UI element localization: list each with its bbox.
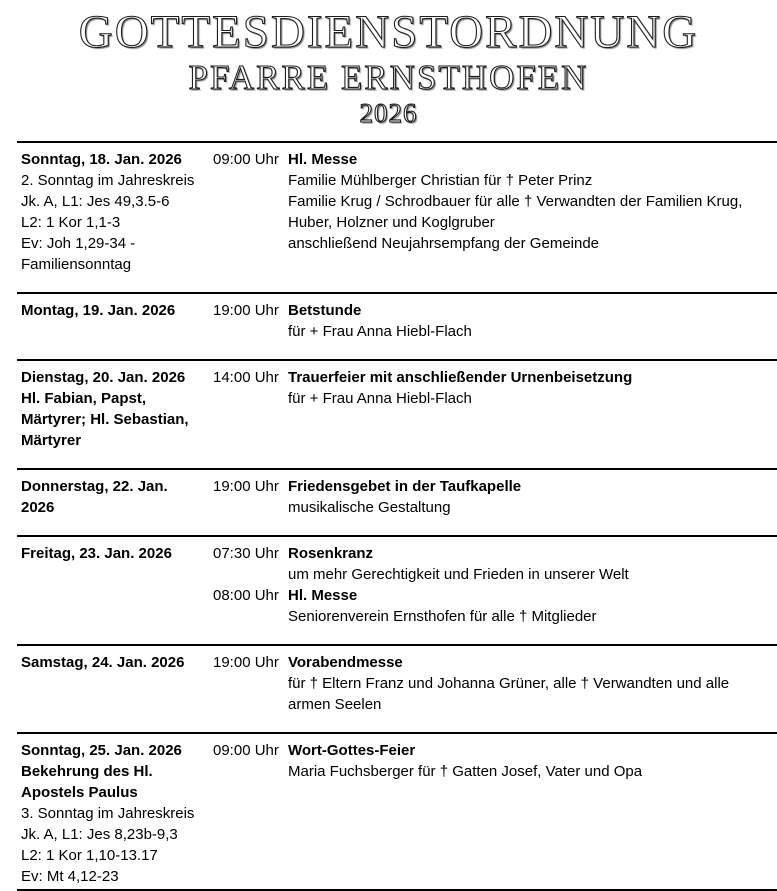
- schedule-entry: [213, 300, 777, 342]
- schedule-row: [17, 468, 777, 535]
- entry-content: [288, 367, 777, 409]
- entry-content: [288, 652, 777, 715]
- date-line: L2: 1 Kor 1,1-3: [21, 214, 121, 232]
- entry-time: 09:00 Uhr: [213, 742, 279, 760]
- entry-title: Vorabendmesse: [288, 654, 403, 672]
- entry-time: 07:30 Uhr: [213, 545, 279, 563]
- entry-detail: für + Frau Anna Hiebl-Flach: [288, 390, 472, 408]
- entry-detail: Familie Krug / Schrodbauer für alle † Verwandten der Familien Krug, Huber, Holzner und Koglgruber: [288, 193, 743, 232]
- schedule-entry: [213, 740, 777, 782]
- schedule-row: [17, 732, 777, 889]
- schedule-table: [17, 141, 777, 891]
- page-year: 2026: [359, 98, 418, 129]
- date-line: Bekehrung des Hl. Apostels Paulus: [21, 763, 153, 802]
- entries-cell: [213, 300, 777, 342]
- date-line: L2: 1 Kor 1,10-13.17: [21, 847, 158, 865]
- entries-cell: [213, 149, 777, 275]
- date-cell: [17, 652, 213, 715]
- date-line: Montag, 19. Jan. 2026: [21, 302, 176, 320]
- entries-cell: [213, 367, 777, 451]
- entry-detail: für † Eltern Franz und Johanna Grüner, alle † Verwandten und alle armen Seelen: [288, 675, 730, 714]
- entry-time: 19:00 Uhr: [213, 478, 279, 496]
- entry-detail: für + Frau Anna Hiebl-Flach: [288, 323, 472, 341]
- entry-detail: anschließend Neujahrsempfang der Gemeinde: [288, 235, 600, 253]
- date-line: Samstag, 24. Jan. 2026: [21, 654, 185, 672]
- entry-time: 14:00 Uhr: [213, 369, 279, 387]
- entry-content: [288, 149, 777, 254]
- entry-time: 19:00 Uhr: [213, 302, 279, 320]
- entry-content: [288, 476, 777, 518]
- entry-detail: Familie Mühlberger Christian für † Peter Prinz: [288, 172, 593, 190]
- entry-detail: musikalische Gestaltung: [288, 499, 451, 517]
- date-cell: [17, 543, 213, 627]
- entry-content: [288, 740, 777, 782]
- schedule-entry: [213, 585, 777, 627]
- schedule-row: [17, 141, 777, 292]
- document-header: [0, 0, 777, 127]
- schedule-entry: [213, 476, 777, 518]
- date-cell: [17, 367, 213, 451]
- schedule-entry: [213, 652, 777, 715]
- entry-title: Hl. Messe: [288, 587, 358, 605]
- date-line: Donnerstag, 22. Jan. 2026: [21, 478, 168, 517]
- date-line: Sonntag, 18. Jan. 2026: [21, 151, 182, 169]
- schedule-entry: [213, 543, 777, 585]
- date-line: Dienstag, 20. Jan. 2026: [21, 369, 186, 387]
- date-line: 2. Sonntag im Jahreskreis: [21, 172, 195, 190]
- entry-title: Trauerfeier mit anschließender Urnenbeisetzung: [288, 369, 633, 387]
- schedule-row: [17, 535, 777, 644]
- entry-detail: um mehr Gerechtigkeit und Frieden in unserer Welt: [288, 566, 629, 584]
- schedule-entry: [213, 149, 777, 254]
- date-line: Jk. A, L1: Jes 8,23b-9,3: [21, 826, 178, 844]
- date-line: Sonntag, 25. Jan. 2026: [21, 742, 182, 760]
- entry-title: Wort-Gottes-Feier: [288, 742, 416, 760]
- entries-cell: [213, 476, 777, 518]
- date-cell: [17, 300, 213, 342]
- date-line: Ev: Mt 4,12-23: [21, 868, 119, 886]
- page-subtitle: PFARRE ERNSTHOFEN: [188, 58, 589, 98]
- schedule-row: [17, 644, 777, 732]
- date-cell: [17, 740, 213, 887]
- date-line: Hl. Fabian, Papst, Märtyrer; Hl. Sebastian, Märtyrer: [21, 390, 189, 450]
- date-line: Jk. A, L1: Jes 49,3.5-6: [21, 193, 170, 211]
- entry-detail: Seniorenverein Ernsthofen für alle † Mitglieder: [288, 608, 597, 626]
- entries-cell: [213, 652, 777, 715]
- page-title: GOTTESDIENSTORDNUNG: [78, 6, 699, 58]
- entry-time: 08:00 Uhr: [213, 587, 279, 605]
- date-line: Freitag, 23. Jan. 2026: [21, 545, 172, 563]
- date-line: 3. Sonntag im Jahreskreis: [21, 805, 195, 823]
- entry-title: Friedensgebet in der Taufkapelle: [288, 478, 522, 496]
- schedule-row: [17, 292, 777, 359]
- schedule-row: [17, 359, 777, 468]
- entries-cell: [213, 740, 777, 887]
- entry-content: [288, 585, 777, 627]
- entry-detail: Maria Fuchsberger für † Gatten Josef, Vater und Opa: [288, 763, 643, 781]
- date-cell: [17, 476, 213, 518]
- entry-time: 19:00 Uhr: [213, 654, 279, 672]
- entry-content: [288, 300, 777, 342]
- entry-content: [288, 543, 777, 585]
- entry-title: Rosenkranz: [288, 545, 374, 563]
- entry-title: Hl. Messe: [288, 151, 358, 169]
- date-line: Ev: Joh 1,29-34 - Familiensonntag: [21, 235, 136, 274]
- entry-time: 09:00 Uhr: [213, 151, 279, 169]
- entry-title: Betstunde: [288, 302, 362, 320]
- date-cell: [17, 149, 213, 275]
- entries-cell: [213, 543, 777, 627]
- schedule-entry: [213, 367, 777, 409]
